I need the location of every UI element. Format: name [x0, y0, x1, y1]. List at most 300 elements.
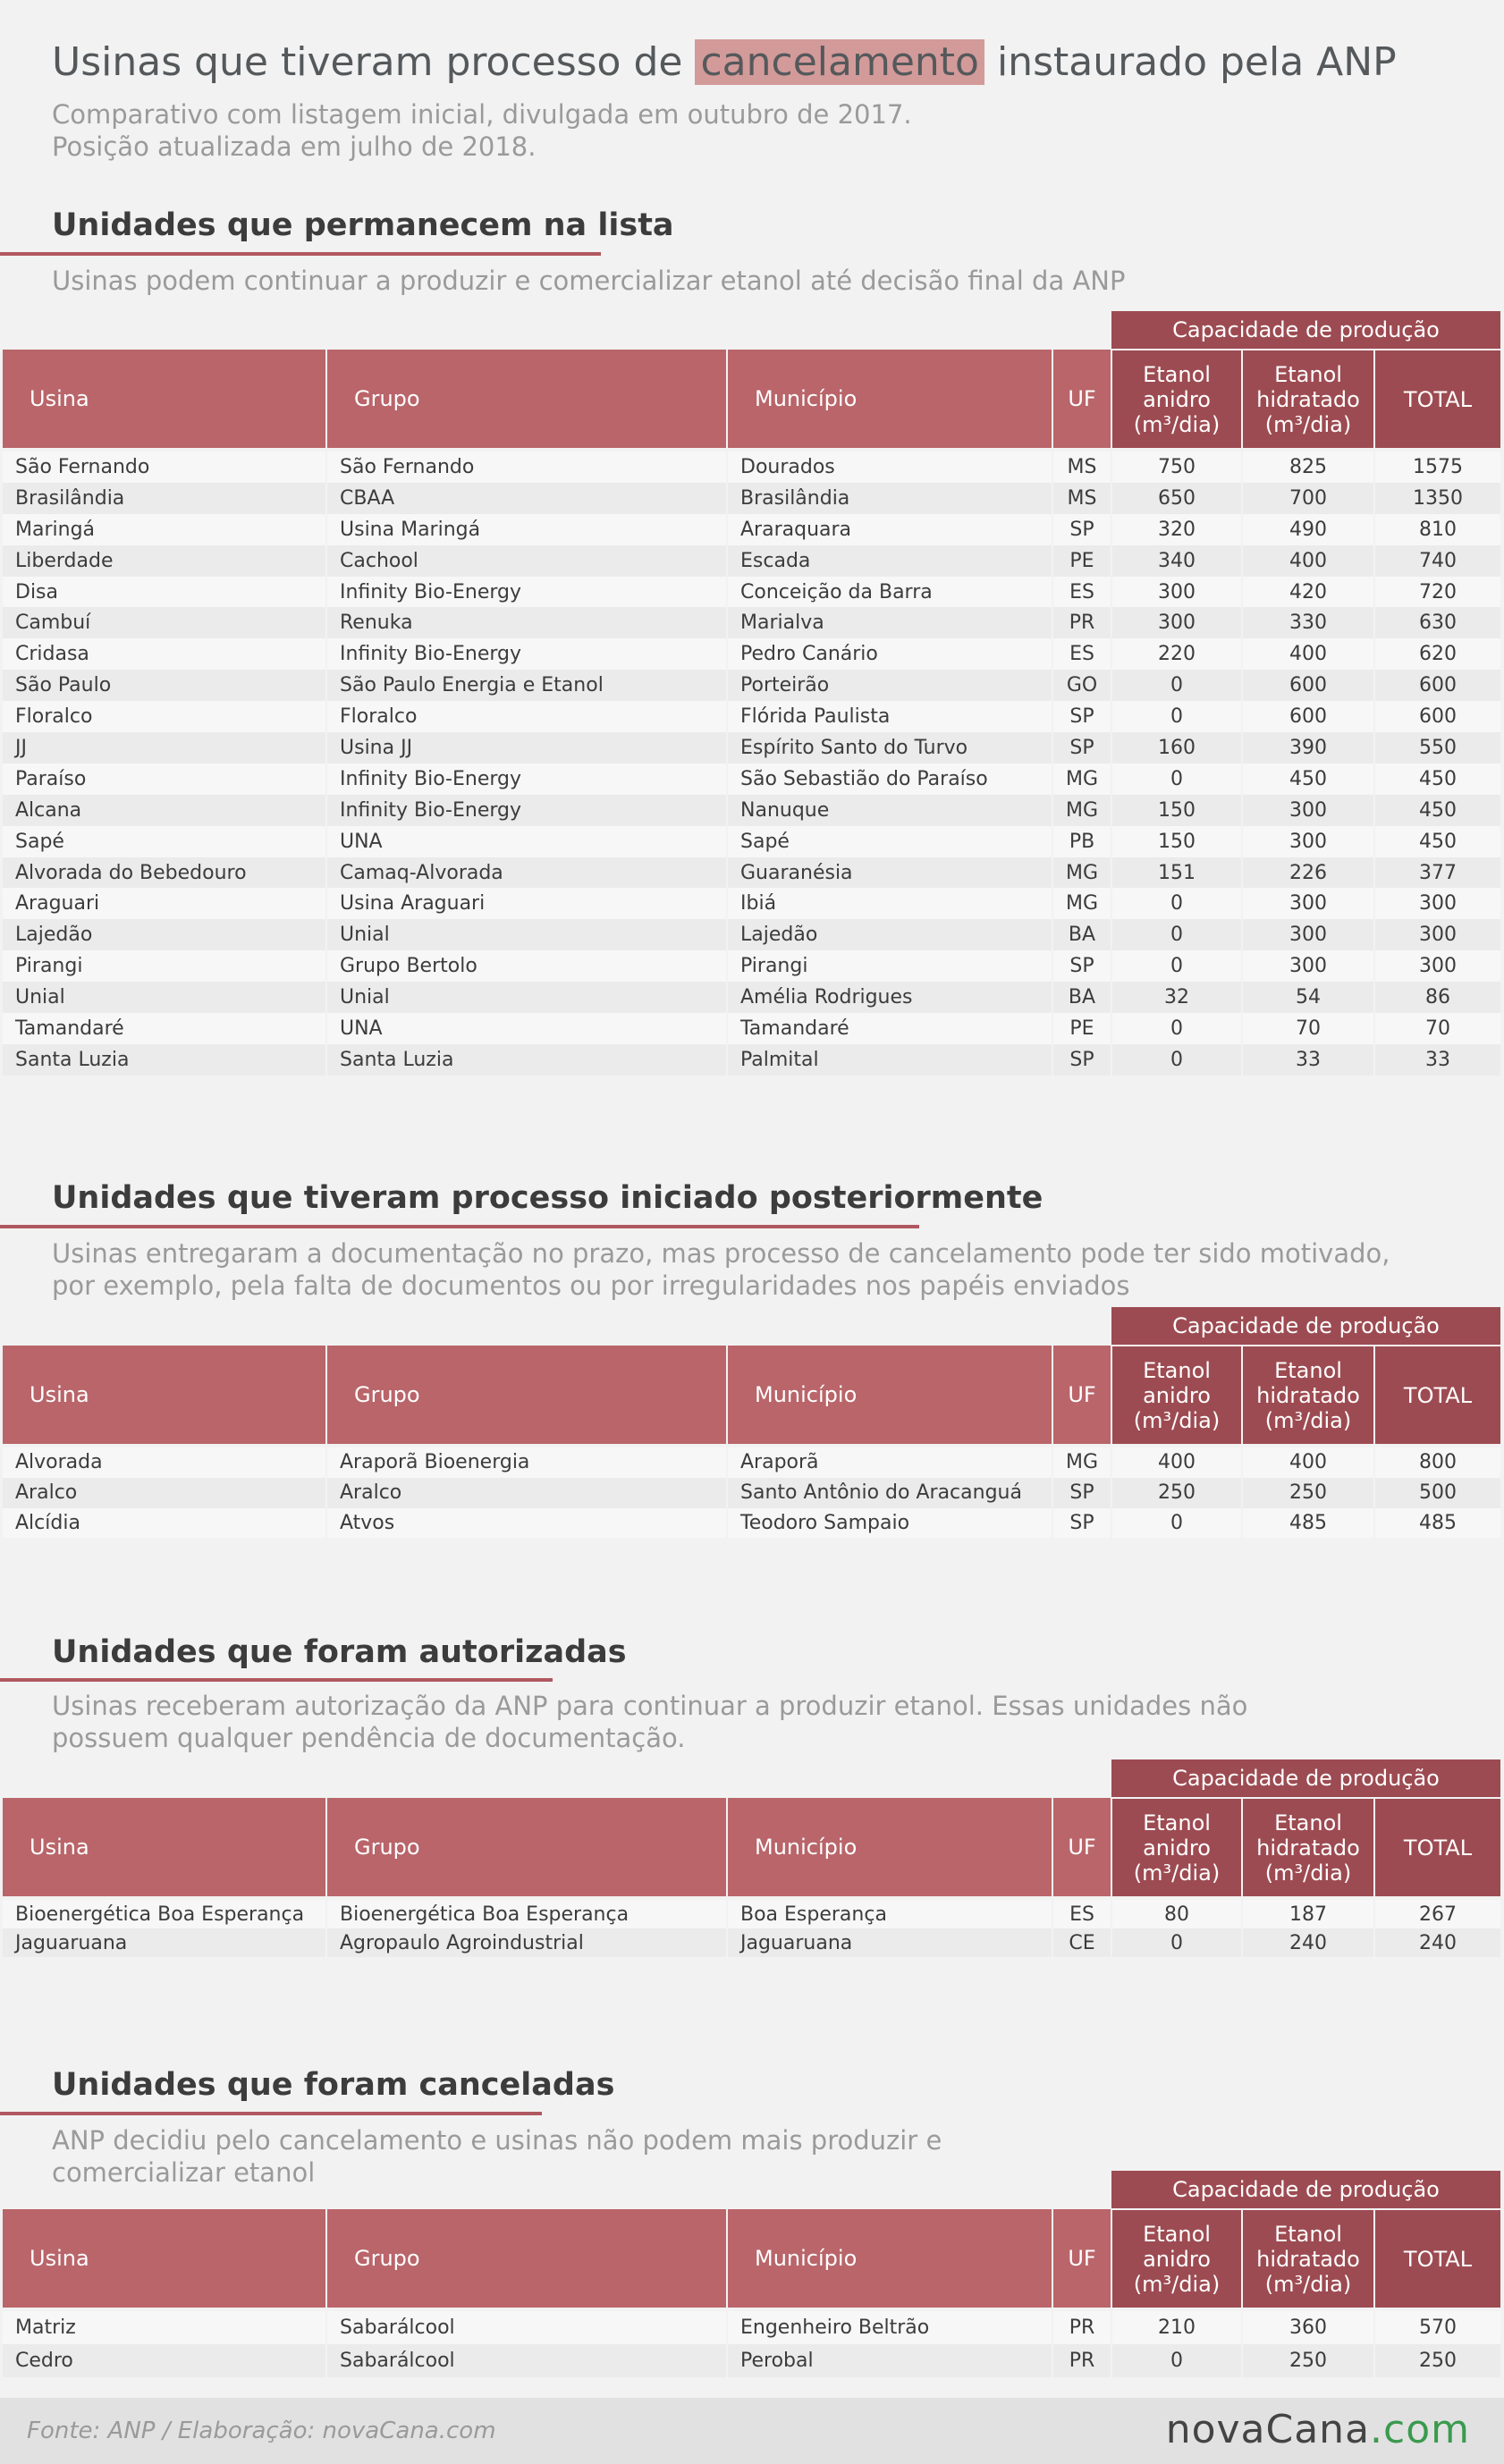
- column-header-usina: Usina: [3, 1798, 326, 1896]
- grupo-cell: Camaq-Alvorada: [326, 857, 727, 889]
- footer-source: Fonte: ANP / Elaboração: novaCana.com: [27, 2418, 496, 2444]
- anidro-cell: 150: [1111, 795, 1242, 826]
- column-header-anidro: [1111, 1798, 1242, 1896]
- municipio-cell: Engenheiro Beltrão: [727, 2311, 1052, 2344]
- uf-cell: SP: [1052, 732, 1111, 764]
- grupo-cell: São Paulo Energia e Etanol: [326, 670, 727, 701]
- total-cell: 800: [1374, 1447, 1501, 1478]
- column-header-grupo: Grupo: [326, 1346, 727, 1444]
- header-line: (m³/dia): [1264, 1860, 1352, 1886]
- table-row: [3, 1447, 1501, 1478]
- section-description: [52, 265, 1125, 297]
- column-header-grupo: Grupo: [326, 1798, 727, 1896]
- municipio-cell: Santo Antônio do Aracanguá: [727, 1478, 1052, 1508]
- header-line: (m³/dia): [1133, 1407, 1221, 1433]
- hidratado-cell: 400: [1242, 1447, 1374, 1478]
- usina-cell: Alcana: [3, 795, 326, 826]
- hidratado-cell: 300: [1242, 950, 1374, 982]
- total-cell: 33: [1374, 1044, 1501, 1076]
- municipio-cell: Lajedão: [727, 919, 1052, 950]
- table-row: [3, 545, 1501, 577]
- usina-cell: Paraíso: [3, 764, 326, 795]
- municipio-cell: Guaranésia: [727, 857, 1052, 889]
- municipio-cell: Perobal: [727, 2344, 1052, 2377]
- title-text-before: Usinas que tiveram processo de: [52, 39, 683, 85]
- section-underline: [0, 1225, 919, 1228]
- section-title: Unidades que tiveram processo iniciado posteriormente: [52, 1180, 1044, 1216]
- anidro-cell: 0: [1111, 1508, 1242, 1539]
- capacity-band-row: [3, 2171, 1501, 2209]
- column-header-usina: Usina: [3, 2209, 326, 2308]
- hidratado-cell: 70: [1242, 1013, 1374, 1044]
- grupo-cell: Unial: [326, 919, 727, 950]
- header-line: hidratado: [1256, 386, 1360, 412]
- municipio-cell: Tamandaré: [727, 1013, 1052, 1044]
- municipio-cell: Araraquara: [727, 514, 1052, 545]
- description-line: comercializar etanol: [52, 2157, 316, 2188]
- column-header-municipio: Município: [727, 2209, 1052, 2308]
- hidratado-cell: 485: [1242, 1508, 1374, 1539]
- anidro-cell: 150: [1111, 826, 1242, 857]
- header-spacer: [3, 1759, 1111, 1798]
- usina-cell: Bioenergética Boa Esperança: [3, 1900, 326, 1928]
- grupo-cell: UNA: [326, 1013, 727, 1044]
- usina-cell: Santa Luzia: [3, 1044, 326, 1076]
- hidratado-cell: 300: [1242, 919, 1374, 950]
- hidratado-cell: 187: [1242, 1900, 1374, 1928]
- hidratado-cell: 33: [1242, 1044, 1374, 1076]
- data-table: [3, 311, 1502, 1076]
- section-underline: [0, 252, 601, 256]
- anidro-cell: 400: [1111, 1447, 1242, 1478]
- grupo-cell: Floralco: [326, 701, 727, 732]
- column-header-grupo: Grupo: [326, 2209, 727, 2308]
- title-highlight: cancelamento: [695, 39, 984, 85]
- header-row: [3, 2209, 1501, 2308]
- footer: [0, 2398, 1504, 2464]
- municipio-cell: Ibiá: [727, 888, 1052, 919]
- grupo-cell: Sabarálcool: [326, 2311, 727, 2344]
- column-header-total: TOTAL: [1374, 1346, 1501, 1444]
- table-row: [3, 950, 1501, 982]
- total-cell: 1350: [1374, 483, 1501, 514]
- total-cell: 600: [1374, 670, 1501, 701]
- grupo-cell: Usina JJ: [326, 732, 727, 764]
- municipio-cell: Palmital: [727, 1044, 1052, 1076]
- anidro-cell: 300: [1111, 607, 1242, 638]
- anidro-cell: 0: [1111, 670, 1242, 701]
- total-cell: 377: [1374, 857, 1501, 889]
- header-line: hidratado: [1256, 1835, 1360, 1861]
- section-underline: [0, 1678, 553, 1682]
- header-line: hidratado: [1256, 1382, 1360, 1408]
- hidratado-cell: 360: [1242, 2311, 1374, 2344]
- table-row: [3, 919, 1501, 950]
- novacana-logo: [1166, 2407, 1470, 2452]
- section-description: [52, 1237, 1390, 1302]
- hidratado-cell: 300: [1242, 826, 1374, 857]
- usina-cell: Disa: [3, 577, 326, 608]
- usina-cell: Aralco: [3, 1478, 326, 1508]
- table-row: [3, 1013, 1501, 1044]
- total-cell: 720: [1374, 577, 1501, 608]
- hidratado-cell: 300: [1242, 795, 1374, 826]
- grupo-cell: Grupo Bertolo: [326, 950, 727, 982]
- hidratado-cell: 390: [1242, 732, 1374, 764]
- table-row: [3, 826, 1501, 857]
- column-header-anidro: [1111, 2209, 1242, 2308]
- description-line: por exemplo, pela falta de documentos ou por irregularidades nos papéis enviados: [52, 1270, 1130, 1301]
- grupo-cell: Agropaulo Agroindustrial: [326, 1928, 727, 1957]
- header-line: Etanol: [1274, 2221, 1342, 2247]
- logo-main: novaCana: [1165, 2407, 1371, 2452]
- table-row: [3, 1928, 1501, 1957]
- usina-cell: São Paulo: [3, 670, 326, 701]
- uf-cell: PE: [1052, 545, 1111, 577]
- column-header-hidratado: [1242, 2209, 1374, 2308]
- total-cell: 70: [1374, 1013, 1501, 1044]
- uf-cell: SP: [1052, 950, 1111, 982]
- column-header-anidro: [1111, 350, 1242, 448]
- header-line: (m³/dia): [1133, 411, 1221, 437]
- hidratado-cell: 420: [1242, 577, 1374, 608]
- table-row: [3, 514, 1501, 545]
- usina-cell: Araguari: [3, 888, 326, 919]
- header-row: [3, 1346, 1501, 1444]
- total-cell: 740: [1374, 545, 1501, 577]
- total-cell: 600: [1374, 701, 1501, 732]
- hidratado-cell: 600: [1242, 670, 1374, 701]
- usina-cell: Floralco: [3, 701, 326, 732]
- municipio-cell: Nanuque: [727, 795, 1052, 826]
- anidro-cell: 0: [1111, 888, 1242, 919]
- description-line: possuem qualquer pendência de documentação.: [52, 1723, 686, 1753]
- header-line: anidro: [1143, 386, 1211, 412]
- table-row: [3, 1044, 1501, 1076]
- anidro-cell: 210: [1111, 2311, 1242, 2344]
- anidro-cell: 0: [1111, 1928, 1242, 1957]
- logo-suffix: .com: [1370, 2407, 1470, 2452]
- municipio-cell: São Sebastião do Paraíso: [727, 764, 1052, 795]
- column-header-uf: UF: [1052, 1798, 1111, 1896]
- table-row: [3, 638, 1501, 670]
- header-line: (m³/dia): [1133, 1860, 1221, 1886]
- column-header-municipio: Município: [727, 1346, 1052, 1444]
- grupo-cell: Atvos: [326, 1508, 727, 1539]
- header-spacer: [3, 1307, 1111, 1346]
- page-title: [52, 39, 1397, 85]
- usina-cell: Tamandaré: [3, 1013, 326, 1044]
- table-row: [3, 795, 1501, 826]
- uf-cell: PR: [1052, 607, 1111, 638]
- header-line: Etanol: [1274, 1357, 1342, 1383]
- table-row: [3, 451, 1501, 483]
- anidro-cell: 32: [1111, 982, 1242, 1013]
- anidro-cell: 300: [1111, 577, 1242, 608]
- usina-cell: Maringá: [3, 514, 326, 545]
- total-cell: 450: [1374, 795, 1501, 826]
- hidratado-cell: 450: [1242, 764, 1374, 795]
- column-header-grupo: Grupo: [326, 350, 727, 448]
- usina-cell: Cedro: [3, 2344, 326, 2377]
- column-header-municipio: Município: [727, 350, 1052, 448]
- hidratado-cell: 400: [1242, 638, 1374, 670]
- anidro-cell: 80: [1111, 1900, 1242, 1928]
- uf-cell: MG: [1052, 857, 1111, 889]
- usina-cell: Matriz: [3, 2311, 326, 2344]
- hidratado-cell: 825: [1242, 451, 1374, 483]
- header-line: (m³/dia): [1133, 2271, 1221, 2297]
- section-title: Unidades que foram canceladas: [52, 2067, 615, 2103]
- anidro-cell: 750: [1111, 451, 1242, 483]
- hidratado-cell: 700: [1242, 483, 1374, 514]
- uf-cell: MS: [1052, 451, 1111, 483]
- usina-cell: JJ: [3, 732, 326, 764]
- hidratado-cell: 250: [1242, 1478, 1374, 1508]
- column-header-uf: UF: [1052, 2209, 1111, 2308]
- capacity-band-row: [3, 311, 1501, 350]
- grupo-cell: Sabarálcool: [326, 2344, 727, 2377]
- grupo-cell: Renuka: [326, 607, 727, 638]
- hidratado-cell: 300: [1242, 888, 1374, 919]
- uf-cell: BA: [1052, 982, 1111, 1013]
- grupo-cell: Santa Luzia: [326, 1044, 727, 1076]
- column-header-anidro: [1111, 1346, 1242, 1444]
- table-row: [3, 1508, 1501, 1539]
- total-cell: 250: [1374, 2344, 1501, 2377]
- table-row: [3, 857, 1501, 889]
- header-row: [3, 1798, 1501, 1896]
- capacity-band-row: [3, 1307, 1501, 1346]
- municipio-cell: Dourados: [727, 451, 1052, 483]
- uf-cell: CE: [1052, 1928, 1111, 1957]
- page-subtitle: [52, 98, 912, 163]
- header-line: Etanol: [1274, 361, 1342, 387]
- hidratado-cell: 240: [1242, 1928, 1374, 1957]
- anidro-cell: 0: [1111, 2344, 1242, 2377]
- total-cell: 810: [1374, 514, 1501, 545]
- uf-cell: SP: [1052, 514, 1111, 545]
- uf-cell: ES: [1052, 577, 1111, 608]
- capacity-header: Capacidade de produção: [1111, 1307, 1501, 1346]
- municipio-cell: Teodoro Sampaio: [727, 1508, 1052, 1539]
- hidratado-cell: 490: [1242, 514, 1374, 545]
- grupo-cell: UNA: [326, 826, 727, 857]
- total-cell: 86: [1374, 982, 1501, 1013]
- header-line: Etanol: [1143, 361, 1211, 387]
- grupo-cell: Cachool: [326, 545, 727, 577]
- usina-cell: Lajedão: [3, 919, 326, 950]
- hidratado-cell: 330: [1242, 607, 1374, 638]
- hidratado-cell: 600: [1242, 701, 1374, 732]
- capacity-header: Capacidade de produção: [1111, 311, 1501, 350]
- grupo-cell: São Fernando: [326, 451, 727, 483]
- municipio-cell: Sapé: [727, 826, 1052, 857]
- uf-cell: MG: [1052, 888, 1111, 919]
- uf-cell: MG: [1052, 764, 1111, 795]
- anidro-cell: 220: [1111, 638, 1242, 670]
- anidro-cell: 0: [1111, 950, 1242, 982]
- table-row: [3, 701, 1501, 732]
- uf-cell: MG: [1052, 795, 1111, 826]
- hidratado-cell: 226: [1242, 857, 1374, 889]
- municipio-cell: Escada: [727, 545, 1052, 577]
- usina-cell: Sapé: [3, 826, 326, 857]
- header-line: (m³/dia): [1264, 2271, 1352, 2297]
- section-title: Unidades que foram autorizadas: [52, 1634, 627, 1670]
- anidro-cell: 0: [1111, 701, 1242, 732]
- column-header-usina: Usina: [3, 1346, 326, 1444]
- total-cell: 620: [1374, 638, 1501, 670]
- anidro-cell: 250: [1111, 1478, 1242, 1508]
- column-header-total: TOTAL: [1374, 2209, 1501, 2308]
- header-line: Etanol: [1274, 1810, 1342, 1835]
- usina-cell: São Fernando: [3, 451, 326, 483]
- usina-cell: Alvorada do Bebedouro: [3, 857, 326, 889]
- grupo-cell: Unial: [326, 982, 727, 1013]
- data-table: [3, 2171, 1502, 2377]
- uf-cell: SP: [1052, 1478, 1111, 1508]
- header-line: Etanol: [1143, 1357, 1211, 1383]
- uf-cell: PB: [1052, 826, 1111, 857]
- table-row: [3, 670, 1501, 701]
- table-row: [3, 2344, 1501, 2377]
- column-header-usina: Usina: [3, 350, 326, 448]
- column-header-total: TOTAL: [1374, 1798, 1501, 1896]
- total-cell: 267: [1374, 1900, 1501, 1928]
- header-row: [3, 350, 1501, 448]
- municipio-cell: Conceição da Barra: [727, 577, 1052, 608]
- subtitle-line: Comparativo com listagem inicial, divulgada em outubro de 2017.: [52, 99, 912, 130]
- header-spacer: [3, 311, 1111, 350]
- column-header-municipio: Município: [727, 1798, 1052, 1896]
- anidro-cell: 650: [1111, 483, 1242, 514]
- anidro-cell: 340: [1111, 545, 1242, 577]
- table-row: [3, 607, 1501, 638]
- description-line: Usinas entregaram a documentação no prazo, mas processo de cancelamento pode ter sido motivado,: [52, 1238, 1390, 1269]
- grupo-cell: Bioenergética Boa Esperança: [326, 1900, 727, 1928]
- grupo-cell: Aralco: [326, 1478, 727, 1508]
- header-line: anidro: [1143, 1835, 1211, 1861]
- total-cell: 450: [1374, 764, 1501, 795]
- municipio-cell: Amélia Rodrigues: [727, 982, 1052, 1013]
- table-row: [3, 888, 1501, 919]
- usina-cell: Jaguaruana: [3, 1928, 326, 1957]
- grupo-cell: Infinity Bio-Energy: [326, 638, 727, 670]
- uf-cell: BA: [1052, 919, 1111, 950]
- municipio-cell: Pirangi: [727, 950, 1052, 982]
- anidro-cell: 151: [1111, 857, 1242, 889]
- total-cell: 485: [1374, 1508, 1501, 1539]
- hidratado-cell: 54: [1242, 982, 1374, 1013]
- total-cell: 240: [1374, 1928, 1501, 1957]
- grupo-cell: Araporã Bioenergia: [326, 1447, 727, 1478]
- uf-cell: GO: [1052, 670, 1111, 701]
- municipio-cell: Porteirão: [727, 670, 1052, 701]
- header-line: anidro: [1143, 1382, 1211, 1408]
- usina-cell: Cridasa: [3, 638, 326, 670]
- table-row: [3, 764, 1501, 795]
- municipio-cell: Pedro Canário: [727, 638, 1052, 670]
- section-underline: [0, 2112, 542, 2115]
- capacity-header: Capacidade de produção: [1111, 1759, 1501, 1798]
- title-text-after: instaurado pela ANP: [996, 39, 1397, 85]
- municipio-cell: Jaguaruana: [727, 1928, 1052, 1957]
- total-cell: 300: [1374, 950, 1501, 982]
- hidratado-cell: 400: [1242, 545, 1374, 577]
- municipio-cell: Espírito Santo do Turvo: [727, 732, 1052, 764]
- anidro-cell: 160: [1111, 732, 1242, 764]
- uf-cell: MG: [1052, 1447, 1111, 1478]
- uf-cell: SP: [1052, 701, 1111, 732]
- header-line: Etanol: [1143, 1810, 1211, 1835]
- uf-cell: PR: [1052, 2344, 1111, 2377]
- capacity-header: Capacidade de produção: [1111, 2171, 1501, 2209]
- usina-cell: Alvorada: [3, 1447, 326, 1478]
- section-description: [52, 1690, 1247, 1754]
- description-line: Usinas podem continuar a produzir e comercializar etanol até decisão final da ANP: [52, 266, 1126, 296]
- column-header-hidratado: [1242, 1346, 1374, 1444]
- table-row: [3, 577, 1501, 608]
- total-cell: 570: [1374, 2311, 1501, 2344]
- data-table: [3, 1307, 1502, 1538]
- anidro-cell: 0: [1111, 1013, 1242, 1044]
- total-cell: 300: [1374, 888, 1501, 919]
- section-title: Unidades que permanecem na lista: [52, 207, 674, 243]
- grupo-cell: Infinity Bio-Energy: [326, 764, 727, 795]
- total-cell: 630: [1374, 607, 1501, 638]
- data-table: [3, 1759, 1502, 1957]
- anidro-cell: 0: [1111, 764, 1242, 795]
- total-cell: 300: [1374, 919, 1501, 950]
- header-spacer: [3, 2171, 1111, 2209]
- usina-cell: Brasilândia: [3, 483, 326, 514]
- table-row: [3, 2311, 1501, 2344]
- uf-cell: ES: [1052, 1900, 1111, 1928]
- grupo-cell: Infinity Bio-Energy: [326, 577, 727, 608]
- uf-cell: MS: [1052, 483, 1111, 514]
- anidro-cell: 0: [1111, 1044, 1242, 1076]
- description-line: Usinas receberam autorização da ANP para continuar a produzir etanol. Essas unidades não: [52, 1691, 1248, 1721]
- municipio-cell: Araporã: [727, 1447, 1052, 1478]
- table-row: [3, 982, 1501, 1013]
- municipio-cell: Brasilândia: [727, 483, 1052, 514]
- table-row: [3, 1900, 1501, 1928]
- column-header-hidratado: [1242, 350, 1374, 448]
- header-line: (m³/dia): [1264, 411, 1352, 437]
- usina-cell: Pirangi: [3, 950, 326, 982]
- usina-cell: Cambuí: [3, 607, 326, 638]
- uf-cell: ES: [1052, 638, 1111, 670]
- total-cell: 450: [1374, 826, 1501, 857]
- municipio-cell: Boa Esperança: [727, 1900, 1052, 1928]
- anidro-cell: 320: [1111, 514, 1242, 545]
- total-cell: 500: [1374, 1478, 1501, 1508]
- anidro-cell: 0: [1111, 919, 1242, 950]
- column-header-uf: UF: [1052, 1346, 1111, 1444]
- municipio-cell: Flórida Paulista: [727, 701, 1052, 732]
- total-cell: 550: [1374, 732, 1501, 764]
- municipio-cell: Marialva: [727, 607, 1052, 638]
- header-line: (m³/dia): [1264, 1407, 1352, 1433]
- header-line: anidro: [1143, 2246, 1211, 2272]
- column-header-uf: UF: [1052, 350, 1111, 448]
- capacity-band-row: [3, 1759, 1501, 1798]
- column-header-hidratado: [1242, 1798, 1374, 1896]
- uf-cell: SP: [1052, 1508, 1111, 1539]
- header-line: Etanol: [1143, 2221, 1211, 2247]
- total-cell: 1575: [1374, 451, 1501, 483]
